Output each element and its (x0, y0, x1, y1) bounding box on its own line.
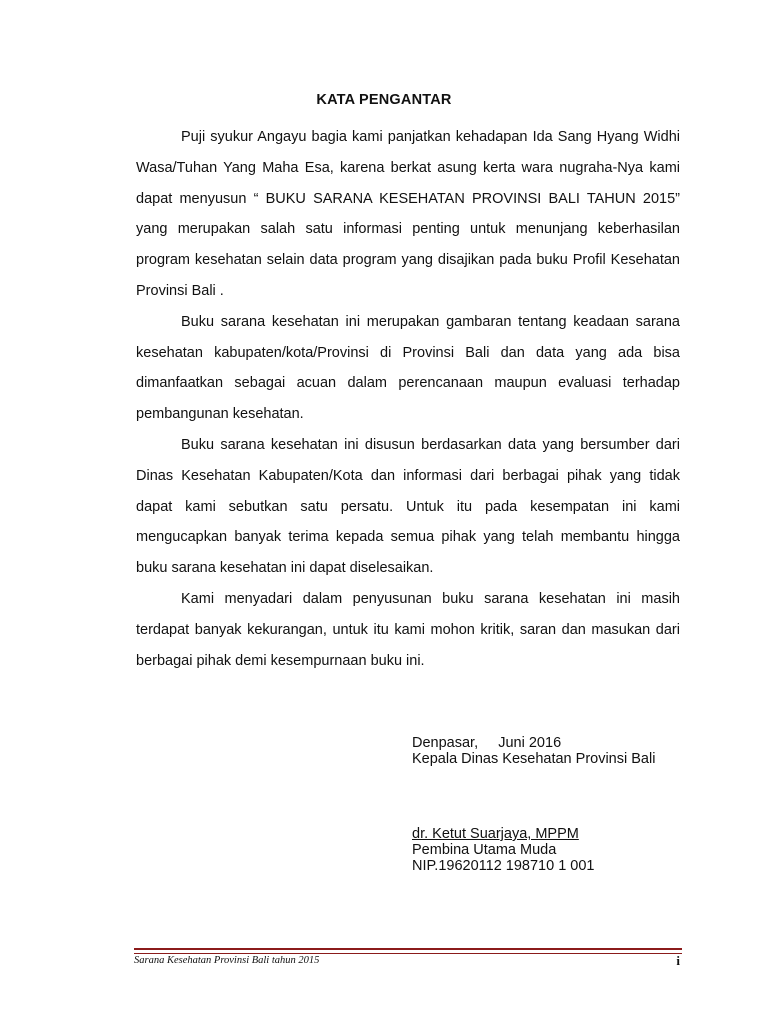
body-text (136, 122, 680, 676)
paragraph-2: Buku sarana kesehatan ini merupakan gambaran tentang keadaan sarana kesehatan kabupaten/kota/Provinsi di Provinsi Bali dan data yang ada bisa dimanfaatkan sebagai acuan dalam perencanaan maupun evaluasi terhadap pembangunan kesehatan. (136, 313, 680, 423)
signatory-name: dr. Ketut Suarjaya, MPPM (412, 826, 579, 842)
signature-block (412, 735, 732, 874)
signatory-rank: Pembina Utama Muda (412, 842, 557, 858)
signature-space (412, 767, 732, 826)
signature-place-date: Denpasar, Juni 2016 (412, 735, 562, 751)
footer-rule-thin (134, 953, 682, 954)
paragraph-3: Buku sarana kesehatan ini disusun berdasarkan data yang bersumber dari Dinas Kesehatan Kabupaten/Kota dan informasi dari berbagai pihak yang tidak dapat kami sebutkan satu persatu. Untuk itu pada kesempatan ini kami mengucapkan banyak terima kepada semua pihak yang telah membantu hingga buku sarana kesehatan ini dapat diselesaikan. (136, 436, 680, 577)
paragraph-4: Kami menyadari dalam penyusunan buku sarana kesehatan ini masih terdapat banyak kekurangan, untuk itu kami mohon kritik, saran dan masukan dari berbagai pihak demi kesempurnaan buku ini. (136, 590, 680, 669)
signature-position: Kepala Dinas Kesehatan Provinsi Bali (412, 751, 656, 767)
paragraph-1: Puji syukur Angayu bagia kami panjatkan kehadapan Ida Sang Hyang Widhi Wasa/Tuhan Yang Maha Esa, karena berkat asung kerta wara nugraha-Nya kami dapat menyusun “ BUKU SARANA KESEHATAN PROVINSI BALI TAHUN 2015” yang merupakan salah satu informasi penting untuk menunjang keberhasilan program kesehatan selain data program yang disajikan pada buku Profil Kesehatan Provinsi Bali . (136, 129, 680, 299)
footer-title: Sarana Kesehatan Provinsi Bali tahun 2015 (134, 955, 320, 966)
signatory-nip: NIP.19620112 198710 1 001 (412, 858, 595, 874)
page-number: i (676, 953, 680, 968)
footer-rule-thick (134, 948, 682, 950)
page-title: KATA PENGANTAR (316, 92, 452, 108)
